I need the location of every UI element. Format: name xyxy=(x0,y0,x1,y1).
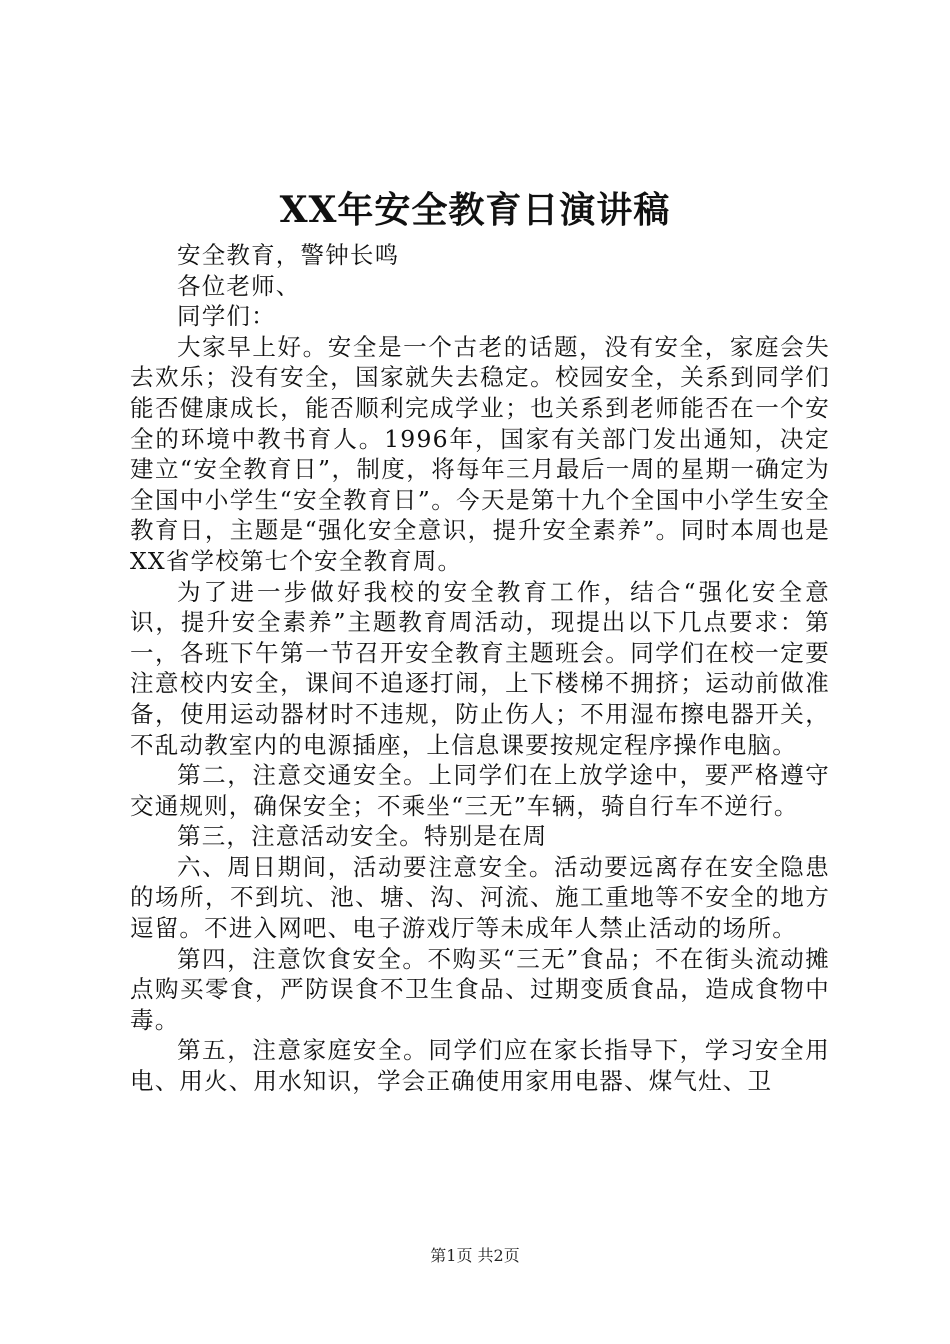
document-title: XX年安全教育日演讲稿 xyxy=(279,189,671,231)
paragraph-food-safety: 第四，注意饮食安全。不购买“三无”食品；不在街头流动摊点购买零食，严防误食不卫生食品、过期变质食品，造成食物中毒。 xyxy=(130,944,830,1034)
paragraph-weekend-safety: 六、周日期间，活动要注意安全。活动要远离存在安全隐患的场所，不到坑、池、塘、沟、河流、施工重地等不安全的地方逗留。不进入网吧、电子游戏厅等未成年人禁止活动的场所。 xyxy=(130,852,830,943)
paragraph-introduction: 大家早上好。安全是一个古老的话题，没有安全，家庭会失去欢乐；没有安全，国家就失去稳定。校园安全，关系到同学们能否健康成长，能否顺利完成学业；也关系到老师能否在一个安全的环境中教书育人。1996年，国家有关部门发出通知，决定建立“安全教育日”，制度，将每年三月最后一周的星期一确定为全国中小学生“安全教育日”。今天是第十九个全国中小学生安全教育日，主题是“强化安全意识，提升安全素养”。同时本周也是XX省学校第七个安全教育周。 xyxy=(130,332,830,575)
document-body xyxy=(130,240,830,1097)
paragraph-home-safety: 第五，注意家庭安全。同学们应在家长指导下，学习安全用电、用火、用水知识，学会正确使用家用电器、煤气灶、卫 xyxy=(130,1036,830,1096)
paragraph-greeting-students: 同学们： xyxy=(177,302,276,331)
paragraph-greeting-teachers: 各位老师、 xyxy=(177,271,301,300)
paragraph-traffic-safety: 第二，注意交通安全。上同学们在上放学途中，要严格遵守交通规则，确保安全；不乘坐“三无”车辆，骑自行车不逆行。 xyxy=(130,761,830,820)
page-number-footer: 第1页 共2页 xyxy=(430,1246,520,1265)
paragraph-subtitle: 安全教育，警钟长鸣 xyxy=(177,241,400,269)
paragraph-activity-safety: 第三，注意活动安全。特别是在周 xyxy=(177,822,548,851)
paragraph-requirements: 为了进一步做好我校的安全教育工作，结合“强化安全意识，提升安全素养”主题教育周活动，现提出以下几点要求：第一，各班下午第一节召开安全教育主题班会。同学们在校一定要注意校内安全，课间不追逐打闹，上下楼梯不拥挤；运动前做准备，使用运动器材时不违规，防止伤人；不用湿布擦电器开关，不乱动教室内的电源插座，上信息课要按规定程序操作电脑。 xyxy=(130,577,830,759)
